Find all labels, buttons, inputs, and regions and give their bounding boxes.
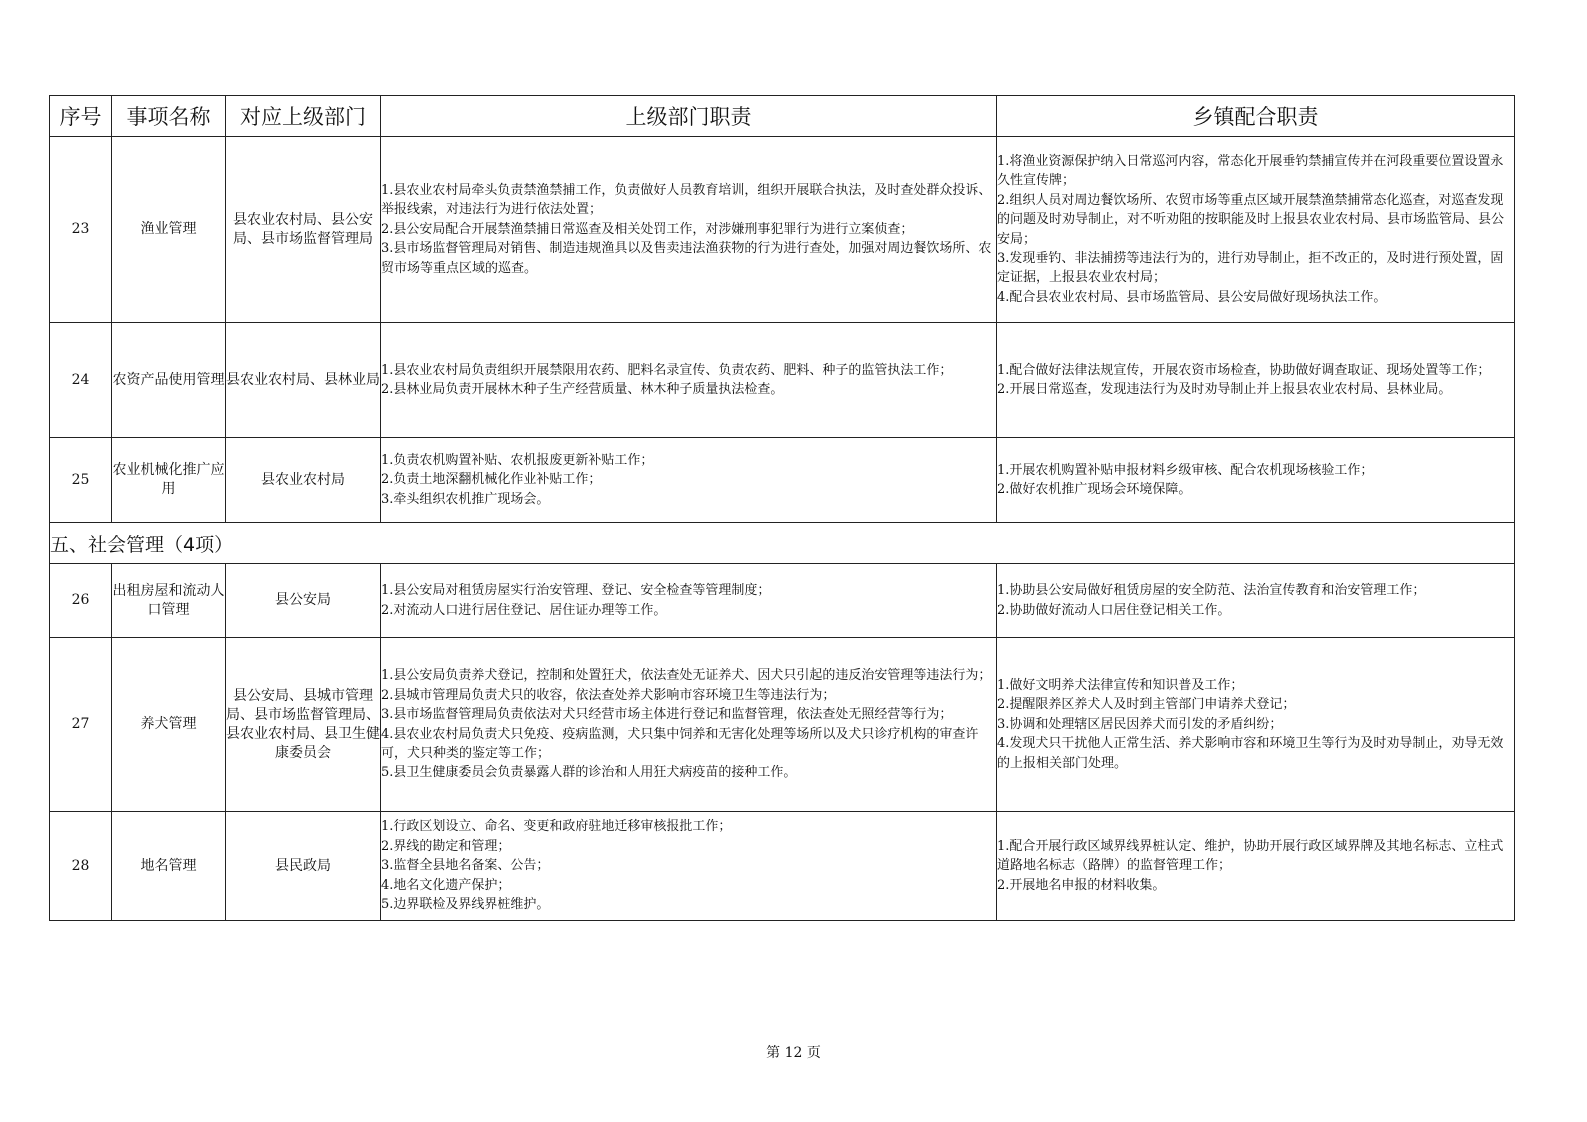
- duty-line: 2.做好农机推广现场会环境保障。: [997, 482, 1192, 497]
- duty-line: 2.组织人员对周边餐饮场所、农贸市场等重点区域开展禁渔禁捕常态化巡查，对巡查发现的问题及时劝导制止，对不听劝阻的按职能及时上报县农业农村局、县市场监管局、县公安局；: [997, 192, 1505, 247]
- duty-line: 3.县市场监督管理局对销售、制造违规渔具以及售卖违法渔获物的行为进行查处，加强对周边餐饮场所、农贸市场等重点区域的巡查。: [381, 241, 992, 276]
- duty-line: 1.县公安局对租赁房屋实行治安管理、登记、安全检查等管理制度；: [381, 583, 771, 599]
- row-dept: 县民政局: [226, 812, 381, 921]
- row-dept: 县农业农村局、县林业局: [226, 323, 381, 438]
- row-no: 27: [50, 638, 112, 812]
- duty-line: 3.发现垂钓、非法捕捞等违法行为的，进行劝导制止，拒不改正的，及时进行预处置，固定证据，上报县农业农村局；: [997, 250, 1504, 286]
- row-no: 28: [50, 812, 112, 921]
- header-item-name: 事项名称: [112, 96, 226, 137]
- header-row: [50, 96, 1515, 137]
- duty-line: 1.配合开展行政区域界线界桩认定、维护，协助开展行政区域界牌及其地名标志、立柱式道路地名标志（路牌）的监督管理工作；: [997, 838, 1504, 874]
- table-row: [50, 564, 1515, 638]
- duty-line: 1.将渔业资源保护纳入日常巡河内容，常态化开展垂钓禁捕宣传并在河段重要位置设置永久性宣传牌；: [997, 153, 1504, 189]
- duty-line: 1.配合做好法律法规宣传，开展农资市场检查，协助做好调查取证、现场处置等工作；: [997, 362, 1491, 378]
- row-dept: 县农业农村局: [226, 438, 381, 523]
- row-no: 24: [50, 323, 112, 438]
- duty-line: 2.县公安局配合开展禁渔禁捕日常巡查及相关处罚工作，对涉嫌刑事犯罪行为进行立案侦查；: [381, 221, 914, 237]
- table-row: [50, 137, 1515, 323]
- row-dept: 县公安局、县城市管理局、县市场监督管理局、县农业农村局、县卫生健康委员会: [226, 638, 381, 812]
- header-upper-dept: 对应上级部门: [226, 96, 381, 137]
- header-town-duty: 乡镇配合职责: [997, 96, 1515, 137]
- duty-line: 2.协助做好流动人口居住登记相关工作。: [997, 602, 1231, 618]
- table-row: [50, 323, 1515, 438]
- row-town-duty: [997, 438, 1515, 523]
- duty-line: 3.协调和处理辖区居民因养犬而引发的矛盾纠纷；: [997, 716, 1283, 732]
- duty-line: 2.界线的勘定和管理；: [381, 838, 511, 854]
- section-title: 五、社会管理（4项）: [50, 523, 1515, 564]
- duty-line: 3.牵头组织农机推广现场会。: [381, 491, 550, 507]
- row-item-name: 渔业管理: [112, 137, 226, 323]
- table-row: [50, 638, 1515, 812]
- duty-line: 1.县公安局负责养犬登记，控制和处置狂犬，依法查处无证养犬、因犬只引起的违反治安管理等违法行为；: [381, 668, 992, 684]
- duty-line: 2.开展日常巡查，发现违法行为及时劝导制止并上报县农业农村局、县林业局。: [997, 382, 1452, 397]
- duty-line: 2.县城市管理局负责犬只的收容，依法查处养犬影响市容环境卫生等违法行为；: [381, 687, 836, 703]
- duty-line: 4.配合县农业农村局、县市场监管局、县公安局做好现场执法工作。: [997, 289, 1387, 305]
- duty-line: 4.地名文化遗产保护；: [381, 877, 511, 893]
- duty-line: 1.县农业农村局牵头负责禁渔禁捕工作，负责做好人员教育培训，组织开展联合执法，及时查处群众投诉、举报线索，对违法行为进行依法处置；: [381, 182, 992, 218]
- page-number: 第 12 页: [766, 1045, 821, 1061]
- row-town-duty: [997, 137, 1515, 323]
- duty-line: 1.县农业农村局负责组织开展禁限用农药、肥料名录宣传、负责农药、肥料、种子的监管执法工作；: [381, 362, 953, 378]
- row-item-name: 农业机械化推广应用: [112, 438, 226, 523]
- row-dept: 县农业农村局、县公安局、县市场监督管理局: [226, 137, 381, 323]
- row-upper-duty: [381, 323, 997, 438]
- row-town-duty: [997, 638, 1515, 812]
- duty-line: 1.开展农机购置补贴申报材料乡级审核、配合农机现场核验工作；: [997, 462, 1374, 478]
- row-upper-duty: [381, 564, 997, 638]
- row-item-name: 出租房屋和流动人口管理: [112, 564, 226, 638]
- row-town-duty: [997, 812, 1515, 921]
- duty-table: [49, 95, 1515, 921]
- row-upper-duty: [381, 438, 997, 523]
- row-town-duty: [997, 564, 1515, 638]
- duty-line: 1.负责农机购置补贴、农机报废更新补贴工作；: [381, 452, 654, 468]
- duty-line: 5.县卫生健康委员会负责暴露人群的诊治和人用狂犬病疫苗的接种工作。: [381, 765, 797, 781]
- duty-line: 2.县林业局负责开展林木种子生产经营质量、林木种子质量执法检查。: [381, 382, 784, 397]
- row-no: 25: [50, 438, 112, 523]
- duty-line: 3.县市场监督管理局负责依法对犬只经营市场主体进行登记和监督管理，依法查处无照经营等行为；: [381, 707, 953, 723]
- duty-line: 2.对流动人口进行居住登记、居住证办理等工作。: [381, 602, 667, 618]
- duty-line: 4.县农业农村局负责犬只免疫、疫病监测，犬只集中饲养和无害化处理等场所以及犬只诊疗机构的审查许可，犬只种类的鉴定等工作；: [381, 726, 979, 761]
- row-upper-duty: [381, 638, 997, 812]
- row-item-name: 农资产品使用管理: [112, 323, 226, 438]
- duty-line: 1.做好文明养犬法律宣传和知识普及工作；: [997, 677, 1244, 693]
- duty-line: 5.边界联检及界线界桩维护。: [381, 897, 550, 913]
- row-town-duty: [997, 323, 1515, 438]
- header-upper-duty: 上级部门职责: [381, 96, 997, 137]
- table-row: [50, 812, 1515, 921]
- duty-line: 1.协助县公安局做好租赁房屋的安全防范、法治宣传教育和治安管理工作；: [997, 583, 1426, 599]
- duty-line: 4.发现犬只干扰他人正常生活、养犬影响市容和环境卫生等行为及时劝导制止，劝导无效的上报相关部门处理。: [997, 736, 1504, 771]
- duty-line: 2.负责土地深翻机械化作业补贴工作；: [381, 472, 602, 488]
- row-dept: 县公安局: [226, 564, 381, 638]
- row-no: 26: [50, 564, 112, 638]
- section-row: [50, 523, 1515, 564]
- row-item-name: 地名管理: [112, 812, 226, 921]
- row-upper-duty: [381, 137, 997, 323]
- duty-line: 1.行政区划设立、命名、变更和政府驻地迁移审核报批工作；: [381, 819, 732, 835]
- row-no: 23: [50, 137, 112, 323]
- header-no: 序号: [50, 96, 112, 137]
- duty-line: 2.提醒限养区养犬人及时到主管部门申请养犬登记；: [997, 697, 1296, 713]
- duty-line: 3.监督全县地名备案、公告；: [381, 858, 550, 874]
- table-row: [50, 438, 1515, 523]
- duty-line: 2.开展地名申报的材料收集。: [997, 877, 1166, 893]
- row-upper-duty: [381, 812, 997, 921]
- row-item-name: 养犬管理: [112, 638, 226, 812]
